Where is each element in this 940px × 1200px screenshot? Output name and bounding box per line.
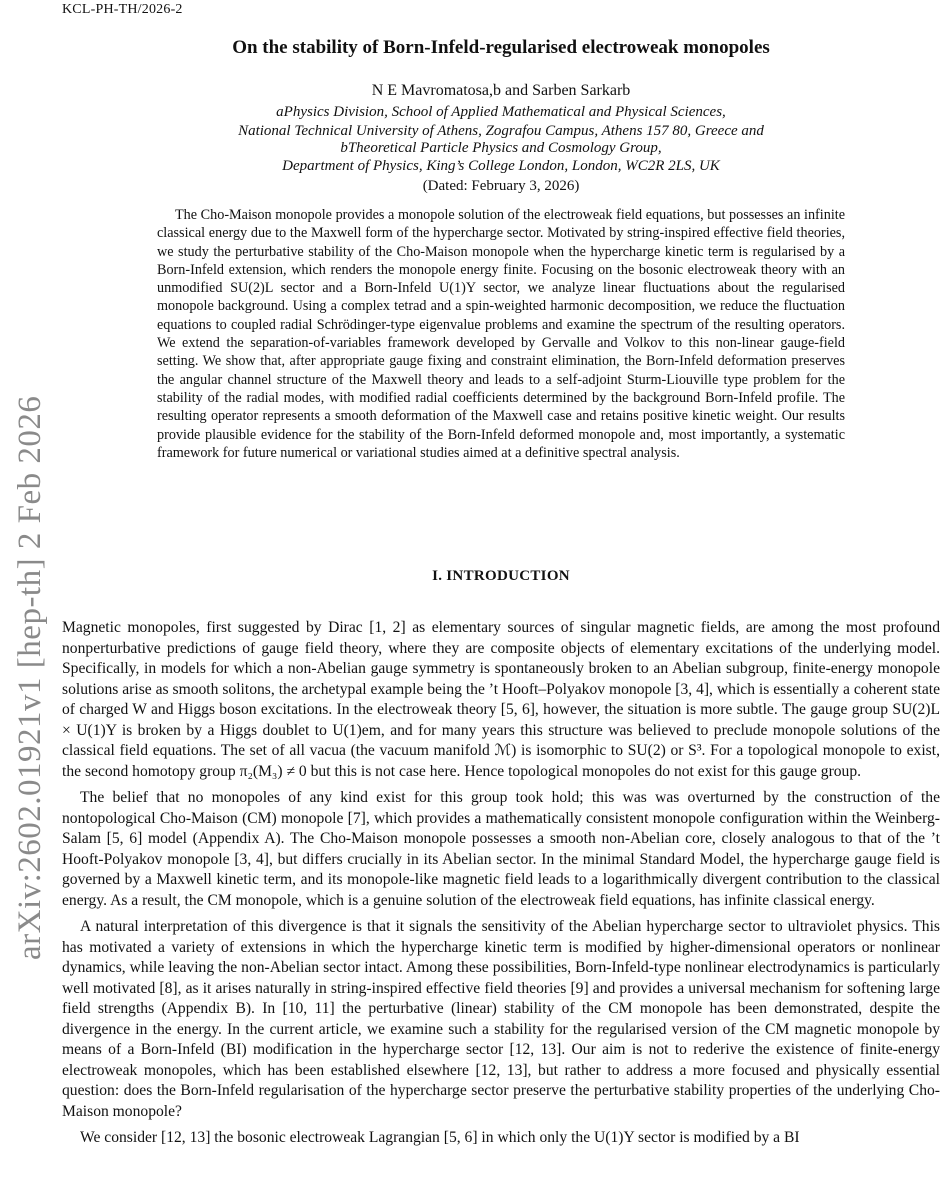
paragraph: Magnetic monopoles, first suggested by Dirac [1, 2] as elementary sources of singular magnetic fields, are among the most profound nonperturbative predictions of gauge field theory, where they are composite objects of elementary excitations of the underlying model. Specifically, in models for which a non-Abelian gauge symmetry is spontaneously broken to an Abelian subgroup, finite-energy monopole solutions arise as smooth solitons, the archetypal example being the ’t Hooft–Polyakov monopole [3, 4], which is essentially a coherent state of charged W and Higgs boson excitations. In the electroweak theory [5, 6], however, the situation is more subtle. The gauge group SU(2)L × U(1)Y is broken by a Higgs doublet to U(1)em, and for many years this structure was believed to preclude monopole solutions of the classical field equations. The set of all vacua (the vacuum manifold ℳ) is isomorphic to SU(2) or S³. For a topological monopole to exist, the second homotopy group π₂(M₃) ≠ 0 but this is not case here. Hence topological monopoles do not exist for this gauge group. bbox=[62, 619, 940, 780]
affiliation-line-1: aPhysics Division, School of Applied Mathematical and Physical Sciences, bbox=[276, 104, 726, 120]
report-number: KCL-PH-TH/2026-2 bbox=[62, 2, 183, 17]
introduction-body bbox=[62, 618, 940, 1155]
paragraph: A natural interpretation of this divergence is that it signals the sensitivity of the Abelian hypercharge sector to ultraviolet physics. This has motivated a variety of extensions in which the hypercharge kinetic term is modified by higher-dimensional operators or nonlinear dynamics, while leaving the non-Abelian sector intact. Among these possibilities, Born-Infeld-type nonlinear electrodynamics is particularly well motivated [8], as it arises naturally in string-inspired effective field theories [9] and provides a universal mechanism for softening large field strengths (Appendix B). In [10, 11] the perturbative (linear) stability of the CM monopole has been demonstrated, despite the divergence in the energy. In the current article, we examine such a stability for the regularised version of the CM magnetic monopole by means of a Born-Infeld (BI) modification in the hypercharge sector [12, 13]. Our aim is not to rederive the existence of finite-energy electroweak monopoles, which has been established elsewhere [12, 13], but rather to address a more focused and physically essential question: does the Born-Infeld regularisation of the hypercharge sector preserve the perturbative stability properties of the underlying Cho-Maison monopole? bbox=[62, 918, 940, 1120]
affiliation-line-2: National Technical University of Athens, Zografou Campus, Athens 157 80, Greece and bbox=[238, 123, 764, 139]
paper-title: On the stability of Born-Infeld-regularised electroweak monopoles bbox=[232, 37, 770, 58]
arxiv-identifier-stamp: arXiv:2602.01921v1 [hep-th] 2 Feb 2026 bbox=[12, 395, 48, 960]
paragraph: We consider [12, 13] the bosonic electroweak Lagrangian [5, 6] in which only the U(1)Y sector is modified by a BI bbox=[80, 1129, 800, 1146]
paragraph: The belief that no monopoles of any kind exist for this group took hold; this was was overturned by the construction of the nontopological Cho-Maison (CM) monopole [7], which provides a mathematically consistent monopole configuration within the Weinberg-Salam [5, 6] model (Appendix A). The Cho-Maison monopole possesses a smooth non-Abelian core, closely analogous to that of the ’t Hooft-Polyakov monopole [3, 4], but differs crucially in its Abelian sector. In the minimal Standard Model, the hypercharge gauge field is governed by a Maxwell kinetic term, and its monopole-like magnetic field leads to a logarithmically divergent contribution to the classical energy. As a result, the CM monopole, which is a genuine solution of the electroweak field equations, has infinite classical energy. bbox=[62, 789, 940, 909]
abstract: The Cho-Maison monopole provides a monopole solution of the electroweak field equations, but possesses an infinite classical energy due to the Maxwell form of the hypercharge sector. Motivated by string-inspired effective field theories, we study the perturbative stability of the Cho-Maison monopole when the hypercharge kinetic term is regularised by a Born-Infeld extension, which renders the monopole energy finite. Focusing on the bosonic electroweak theory with an unmodified SU(2)L sector and a Born-Infeld U(1)Y sector, we analyze linear fluctuations about the regularised monopole background. Using a complex tetrad and a spin-weighted harmonic decomposition, we reduce the fluctuation equations to coupled radial Schrödinger-type eigenvalue problems and examine the spectrum of the resulting operators. We extend the separation-of-variables framework developed by Gervalle and Volkov to this non-linear gauge-field setting. We show that, after appropriate gauge fixing and constraint elimination, the Born-Infeld deformation preserves the angular channel structure of the Maxwell theory and leads to a self-adjoint Sturm-Liouville type problem for the stability of the radial modes, with modified radial coefficients determined by the background Born-Infeld profile. The resulting operator represents a smooth deformation of the Maxwell case and retains positive kinetic weight. Our results provide plausible evidence for the stability of the Born-Infeld deformed monopole and, most importantly, a systematic framework for future numerical or variational studies aimed at a definitive spectral analysis. bbox=[157, 207, 845, 461]
affiliation-line-4: Department of Physics, King’s College London, London, WC2R 2LS, UK bbox=[282, 158, 720, 174]
section-heading-introduction: I. INTRODUCTION bbox=[432, 568, 570, 584]
date-line: (Dated: February 3, 2026) bbox=[422, 178, 580, 194]
author-list: N E Mavromatosa,b and Sarben Sarkarb bbox=[371, 82, 631, 99]
affiliation-line-3: bTheoretical Particle Physics and Cosmology Group, bbox=[340, 140, 662, 156]
